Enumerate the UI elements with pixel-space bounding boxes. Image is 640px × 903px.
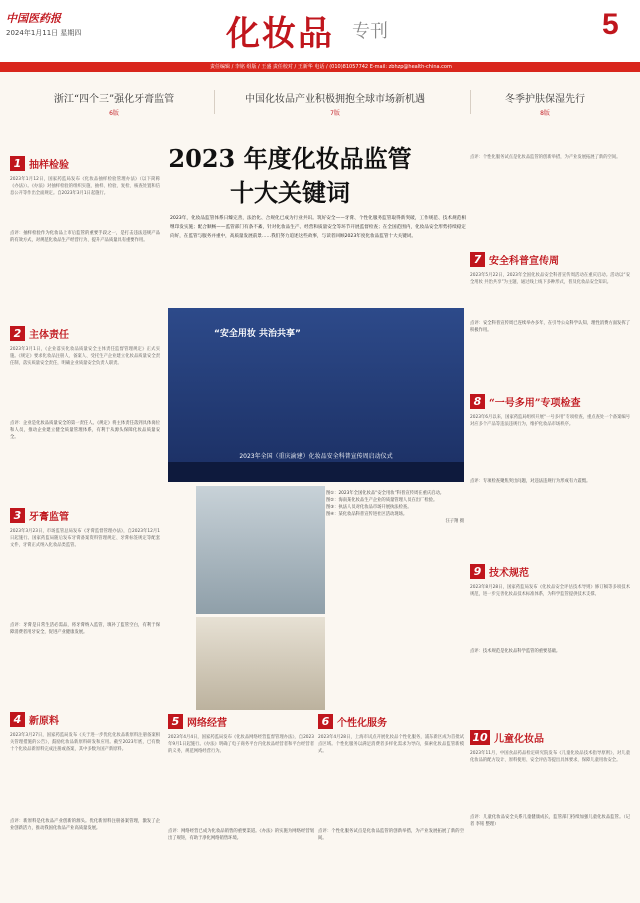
headline-page: 7版 [330,110,340,117]
headline-title: 中国化妆品产业积极拥抱全球市场新机遇 [245,94,425,105]
section-1-note: 点评：抽样检验作为化妆品上市后监管的重要手段之一，是打击违法违规产品的有效方式，对规范化妆品生产经营行为、提升产品质量具有重要作用。 [10,231,160,243]
section-4-text: 2023年3月27日，国家药监局发布《关于进一步优化化妆品新原料注册备案相关管理措施的公告》，鼓励化妆品新原料研发和应用。截至2023年底，已有数十个化妆品新原料完成注册或备案，其中多数为国产新原料。 [10,733,160,752]
section-title: “一号多用”专项检查 [489,397,581,409]
section-7-note: 点评：安全科普宣传周已连续举办多年，在引导公众科学认知、理性消费方面发挥了积极作用。 [470,321,630,333]
section-2-text: 2023年3月1日，《企业落实化妆品质量安全主体责任监督管理规定》正式实施。《规定》要求化妆品注册人、备案人、受托生产企业建立化妆品质量安全责任制，落实质量安全责任，明确企业质量安全负责人职责。 [10,347,160,366]
page-number: 5 [602,8,619,41]
section-number: 6 [318,714,333,729]
headline-2[interactable] [214,90,455,117]
section-title: 牙膏监管 [29,511,69,523]
section-title: 抽样检验 [29,159,69,171]
section-9-text: 2023年8月28日，国家药监局发布《化妆品安全评估技术导则》修订稿等多项技术规范，进一步完善化妆品技术标准体系，为科学监管提供技术支撑。 [470,585,630,597]
photo-banner-text: 2023年全国（重庆渝建）化妆品安全科普宣传周启动仪式 [239,453,393,460]
section-1-text: 2023年1月12日，国家药监局发布《化妆品抽样检验管理办法》（以下简称《办法》）。《办法》对抽样检验的组织实施、抽样、检验、复检、核查处置和信息公开等作出全面规定。自2023年3月1日起施行。 [10,177,160,196]
caption-credit: 汪子翔 摄 [445,519,464,524]
section-title: 儿童化妆品 [494,733,544,745]
section-6-head [318,712,387,730]
editor-info: 责任编辑 / 李铭 组版 / 王盛 责任校对 / 王新华 电话 / (010)81057742 E-mail: zbhzp@health-china.com [210,64,452,70]
headline-1[interactable] [30,90,198,117]
section-6-note: 点评：个性化服务试点是化妆品监管的创新举措，为产业发展拓展了新的空间。 [318,829,464,841]
page-subtitle: 专刊 [352,21,388,42]
section-number: 3 [10,508,25,523]
section-7-head [470,250,559,268]
section-10-text: 2023年11月，中国食品药品检定研究院发布《儿童化妆品技术指导原则》，对儿童化妆品的配方设计、原料使用、安全评估等提出具体要求，保障儿童用妆安全。 [470,751,630,763]
section-8-note: 点评：专项检查聚焦突出问题，对违法违规行为形成有力震慑。 [470,479,591,484]
photo-captions [326,490,464,525]
section-title: 新原料 [29,715,59,727]
caption: 图③：执法人员对化妆品市场开展执法检查。 [326,505,412,510]
section-title: 网络经营 [187,717,227,729]
section-9-note: 点评：技术规范是化妆品科学监管的重要基础。 [470,649,561,654]
section-10-note: 点评：儿童化妆品安全关系儿童健康成长，监管部门持续加强儿童化妆品监管。（记者 李铭 整理） [470,815,630,827]
section-4-note: 点评：新原料是化妆品产业创新的源头。优化新原料注册备案管理，激发了企业创新活力，推动我国化妆品产业高质量发展。 [10,819,160,831]
section-8-head [470,392,581,410]
stage-floor [168,462,464,482]
newspaper-name: 中国医药报 [6,12,61,25]
section-4-head [10,710,59,728]
section-number: 4 [10,712,25,727]
section-9-head [470,562,529,580]
caption: 图④：某化妆品科普宣传进社区活动现场。 [326,512,408,517]
caption: 图①：2023年全国化妆品“安全用妆”科普宣传周在重庆启动。 [326,491,445,496]
photo-banner: “安全用妆 共治共享” [214,329,301,339]
headline-title: 浙江“四个三”强化牙膏监管 [53,94,175,105]
section-number: 8 [470,394,485,409]
section-6-text: 2023年4月28日，上海市试点开展化妆品个性化服务，浦东新区成为首批试点区域。个性化服务以满足消费者多样化需求为导向，探索化妆品监管新模式。 [318,735,464,754]
section-number: 1 [10,156,25,171]
headline-title: 冬季护肤保湿先行 [505,94,585,105]
event-photo [168,308,464,482]
page-title: 化妆品 [226,14,334,54]
section-5-text: 2023年4月4日，国家药监局发布《化妆品网络经营监督管理办法》，自2023年9月1日起施行。《办法》明确了电子商务平台内化妆品经营者和平台经营者的义务，规范网络经营行为。 [168,735,314,754]
headline-page: 6版 [109,110,119,117]
inspection-photo [196,486,325,614]
market-photo [196,617,325,710]
section-5-head [168,712,227,730]
section-10-head [470,728,544,746]
section-3-head [10,506,69,524]
section-3-note: 点评：牙膏是日常生活必需品，将牙膏纳入监管，填补了监管空白，有利于保障消费者用牙安全，促进产业健康发展。 [10,623,160,635]
feature-intro: 2023年，化妆品监管体系日臻完善，法治化、合规化已成为行业共识。筑好安全——牙膏、个性化服务监管取得新突破，工作规范、技术规范相继印发实施；配合顺畅——监管部门有条不紊，针对化妆品生产、经营和质量安全等环节开展监督检查；在全国范围内，化妆品安全形势持续稳定向好，在监管与服务并重中，高质量发展前景……我们努力追述这些故事，与读者回顾2023年度化妆品监管十大关键词。 [170,216,466,239]
section-number: 9 [470,564,485,579]
section-number: 5 [168,714,183,729]
headline-3[interactable] [470,90,619,117]
issue-date: 2024年1月11日 星期四 [6,29,82,37]
section-5-note: 点评：网络经营已成为化妆品销售的重要渠道。《办法》的实施为网络经营划出了规矩，有助于净化网络销售环境。 [168,829,314,841]
section-title: 技术规范 [489,567,529,579]
section-7-text: 2023年5月22日，2023年全国化妆品安全科普宣传周活动在重庆启动。活动以“安全用妆 共治共享”为主题，通过线上线下多种形式，普及化妆品安全知识。 [470,273,630,285]
headline-page: 8版 [540,110,550,117]
section-title: 安全科普宣传周 [489,255,559,267]
caption: 图②：海南某化妆品生产企业的质量管理人员在出厂检验。 [326,498,438,503]
section-1-head [10,154,69,172]
section-title: 主体责任 [29,329,69,341]
section-number: 7 [470,252,485,267]
section-6-continued: 点评：个性化服务试点是化妆品监管的创新举措，为产业发展拓展了新的空间。 [470,155,621,160]
feature-title-line-1: 2023 年度化妆品监管 [168,144,412,173]
section-title: 个性化服务 [337,717,387,729]
section-3-text: 2023年3月23日，市场监管总局发布《牙膏监督管理办法》，自2023年12月1日起施行。国家药监局随后发布牙膏备案资料管理规定、牙膏标签规定等配套文件，牙膏正式纳入化妆品类监管。 [10,529,160,548]
section-2-note: 点评：企业是化妆品质量安全的第一责任人。《规定》将主体责任落到具体岗位和人员，推动企业建立健全质量管理体系，有利于从源头保障化妆品质量安全。 [10,421,160,440]
section-number: 2 [10,326,25,341]
section-number: 10 [470,730,490,745]
feature-title [130,142,450,210]
section-2-head [10,324,69,342]
section-8-text: 2023年6月以来，国家药监局组织开展“一号多用”专项检查，重点查处一个备案编号对应多个产品等违法违规行为，维护化妆品市场秩序。 [470,415,630,427]
feature-title-line-2: 十大关键词 [230,178,350,207]
